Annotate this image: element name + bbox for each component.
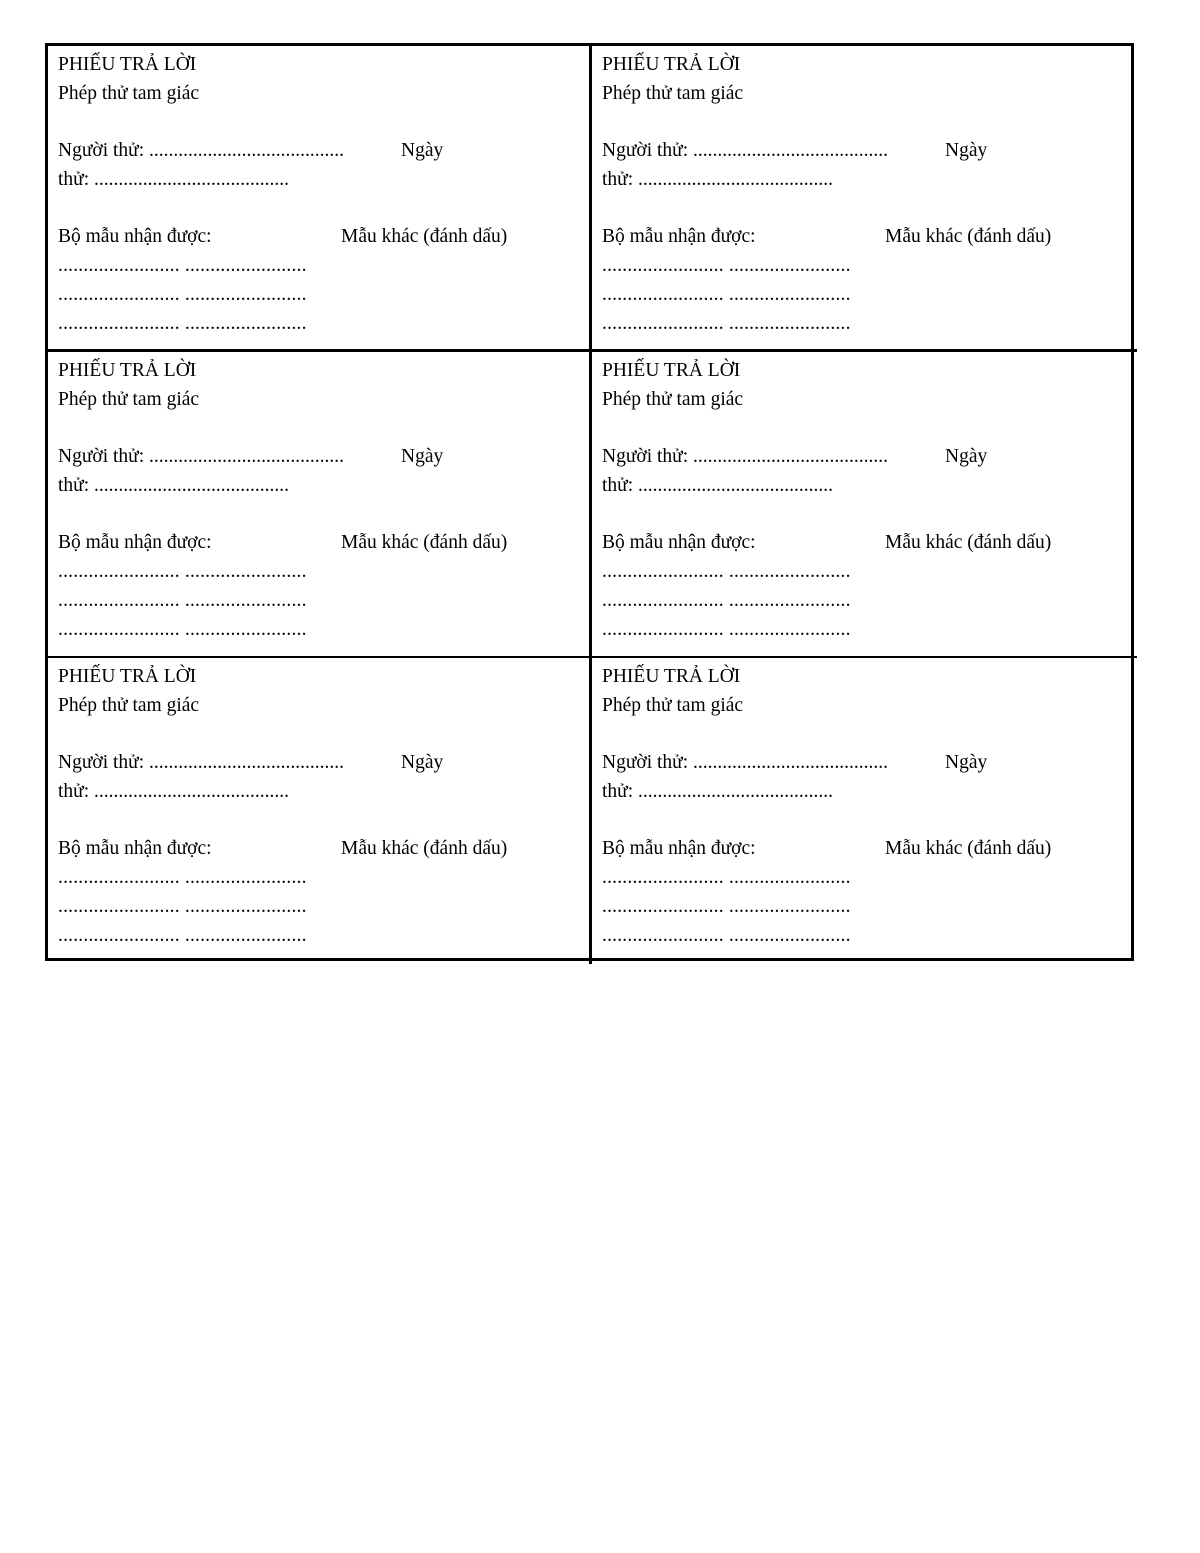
spacer — [58, 414, 579, 442]
date-field[interactable]: thử: ........................................ — [58, 169, 290, 190]
sample-set-label: Bộ mẫu nhận được: — [602, 226, 756, 247]
sample-code-field[interactable]: ........................ ........................ — [602, 925, 851, 946]
other-sample-label: Mẫu khác (đánh dấu) — [341, 532, 508, 553]
sample-code-field[interactable]: ........................ ........................ — [58, 925, 307, 946]
sample-code-field[interactable]: ........................ ........................ — [58, 284, 307, 305]
spacer — [58, 720, 579, 748]
card-title: PHIẾU TRẢ LỜI — [58, 360, 197, 381]
answer-card — [48, 658, 592, 964]
spacer — [602, 194, 1127, 222]
card-subtitle: Phép thử tam giác — [58, 695, 200, 716]
date-label: Ngày — [401, 140, 444, 161]
date-label: Ngày — [945, 140, 988, 161]
date-label: Ngày — [945, 446, 988, 467]
card-subtitle: Phép thử tam giác — [602, 695, 744, 716]
spacer — [602, 108, 1127, 136]
tester-field[interactable]: Người thử: ........................................ — [602, 752, 889, 773]
tester-row — [602, 136, 1127, 165]
answer-card — [48, 46, 592, 352]
tester-row — [58, 748, 579, 777]
tester-row — [58, 442, 579, 471]
answer-card — [48, 352, 592, 658]
sample-set-label: Bộ mẫu nhận được: — [58, 532, 212, 553]
spacer — [602, 500, 1127, 528]
card-subtitle: Phép thử tam giác — [602, 389, 744, 410]
sample-code-field[interactable]: ........................ ........................ — [58, 313, 307, 334]
date-field[interactable]: thử: ........................................ — [58, 475, 290, 496]
spacer — [602, 806, 1127, 834]
sample-code-field[interactable]: ........................ ........................ — [58, 590, 307, 611]
sample-code-field[interactable]: ........................ ........................ — [602, 619, 851, 640]
sample-set-row — [602, 222, 1127, 251]
tester-field[interactable]: Người thử: ........................................ — [58, 140, 345, 161]
date-field[interactable]: thử: ........................................ — [602, 781, 834, 802]
sample-set-label: Bộ mẫu nhận được: — [602, 838, 756, 859]
spacer — [58, 194, 579, 222]
card-title: PHIẾU TRẢ LỜI — [58, 666, 197, 687]
sample-set-label: Bộ mẫu nhận được: — [58, 838, 212, 859]
spacer — [602, 414, 1127, 442]
card-title: PHIẾU TRẢ LỜI — [602, 360, 741, 381]
other-sample-label: Mẫu khác (đánh dấu) — [885, 532, 1052, 553]
sample-code-field[interactable]: ........................ ........................ — [602, 313, 851, 334]
other-sample-label: Mẫu khác (đánh dấu) — [885, 838, 1052, 859]
sample-code-field[interactable]: ........................ ........................ — [58, 619, 307, 640]
date-label: Ngày — [401, 446, 444, 467]
sample-set-row — [602, 834, 1127, 863]
sample-code-field[interactable]: ........................ ........................ — [58, 561, 307, 582]
sample-set-row — [58, 528, 579, 557]
sample-set-row — [58, 222, 579, 251]
card-subtitle: Phép thử tam giác — [58, 83, 200, 104]
sample-set-label: Bộ mẫu nhận được: — [602, 532, 756, 553]
tester-field[interactable]: Người thử: ........................................ — [58, 752, 345, 773]
sample-code-field[interactable]: ........................ ........................ — [602, 255, 851, 276]
card-title: PHIẾU TRẢ LỜI — [602, 54, 741, 75]
spacer — [58, 806, 579, 834]
date-field[interactable]: thử: ........................................ — [602, 475, 834, 496]
other-sample-label: Mẫu khác (đánh dấu) — [341, 838, 508, 859]
card-subtitle: Phép thử tam giác — [58, 389, 200, 410]
other-sample-label: Mẫu khác (đánh dấu) — [885, 226, 1052, 247]
tester-row — [602, 442, 1127, 471]
card-subtitle: Phép thử tam giác — [602, 83, 744, 104]
tester-field[interactable]: Người thử: ........................................ — [602, 140, 889, 161]
sample-code-field[interactable]: ........................ ........................ — [602, 896, 851, 917]
answer-card — [592, 352, 1137, 658]
date-label: Ngày — [945, 752, 988, 773]
answer-card — [592, 658, 1137, 964]
spacer — [602, 720, 1127, 748]
tester-field[interactable]: Người thử: ........................................ — [58, 446, 345, 467]
sample-code-field[interactable]: ........................ ........................ — [58, 255, 307, 276]
date-field[interactable]: thử: ........................................ — [58, 781, 290, 802]
card-title: PHIẾU TRẢ LỜI — [58, 54, 197, 75]
sample-set-row — [58, 834, 579, 863]
sample-set-label: Bộ mẫu nhận được: — [58, 226, 212, 247]
card-title: PHIẾU TRẢ LỜI — [602, 666, 741, 687]
sample-code-field[interactable]: ........................ ........................ — [58, 896, 307, 917]
sample-code-field[interactable]: ........................ ........................ — [602, 867, 851, 888]
spacer — [58, 108, 579, 136]
tester-row — [58, 136, 579, 165]
tester-row — [602, 748, 1127, 777]
sample-code-field[interactable]: ........................ ........................ — [58, 867, 307, 888]
date-label: Ngày — [401, 752, 444, 773]
other-sample-label: Mẫu khác (đánh dấu) — [341, 226, 508, 247]
sample-set-row — [602, 528, 1127, 557]
tester-field[interactable]: Người thử: ........................................ — [602, 446, 889, 467]
date-field[interactable]: thử: ........................................ — [602, 169, 834, 190]
sample-code-field[interactable]: ........................ ........................ — [602, 590, 851, 611]
sample-code-field[interactable]: ........................ ........................ — [602, 561, 851, 582]
spacer — [58, 500, 579, 528]
answer-card — [592, 46, 1137, 352]
sample-code-field[interactable]: ........................ ........................ — [602, 284, 851, 305]
answer-sheet-grid — [45, 43, 1134, 961]
